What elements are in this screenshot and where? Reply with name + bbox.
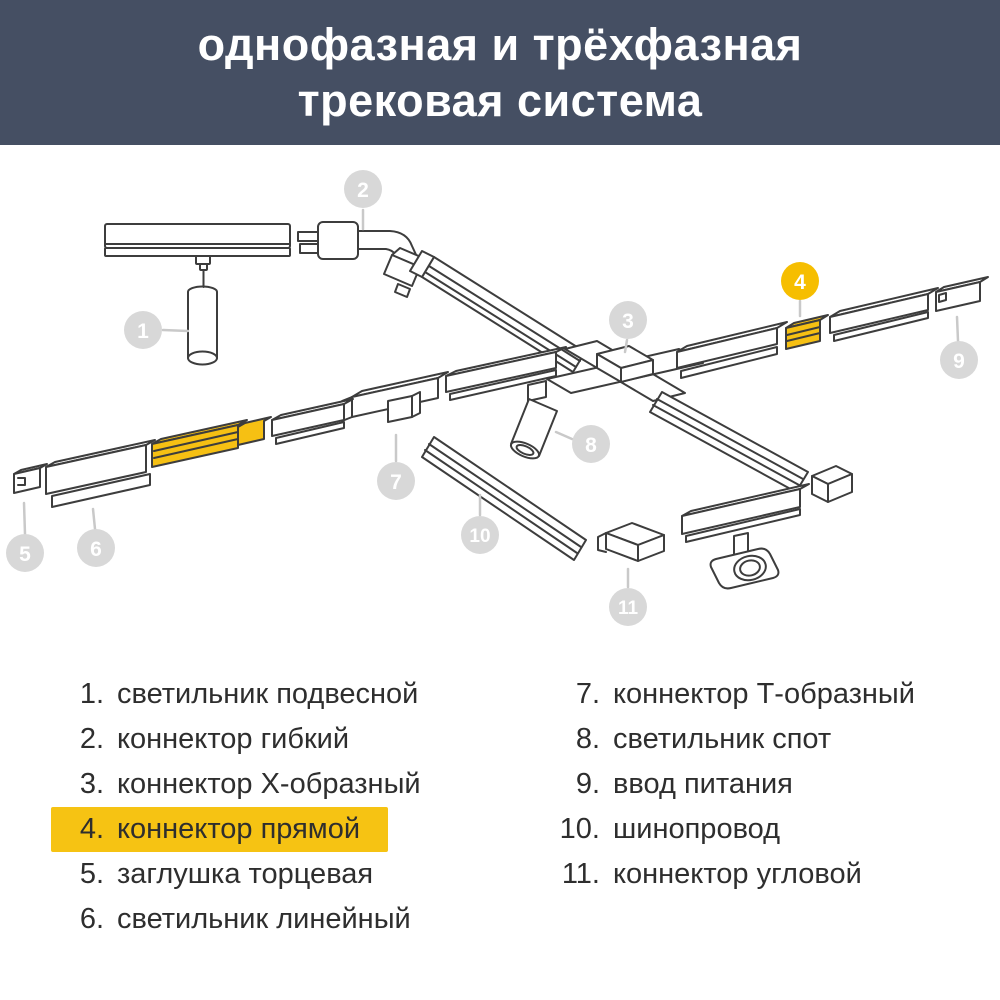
track-system-diagram (0, 145, 1000, 667)
legend-item-number: 1. (79, 678, 104, 710)
legend-item-11 (520, 852, 915, 897)
badge-7 (377, 462, 415, 500)
legend-item-label: шинопровод (613, 813, 781, 845)
svg-text:2: 2 (357, 179, 369, 202)
badge-1 (124, 311, 162, 349)
legend-item-label: коннектор угловой (613, 858, 862, 890)
power-feed-part (936, 277, 988, 311)
badge-4-highlighted (781, 262, 819, 300)
track-segment (650, 392, 808, 492)
badge-10 (461, 516, 499, 554)
badge-11 (609, 588, 647, 626)
legend-item-6 (58, 897, 421, 942)
legend-column-right (520, 672, 915, 897)
legend-item-label: светильник линейный (117, 903, 411, 935)
svg-text:8: 8 (585, 434, 597, 457)
corner-connector-part (598, 523, 664, 561)
track-segment (830, 288, 938, 341)
legend-column-left (58, 672, 421, 942)
legend-item-label: светильник подвесной (117, 678, 419, 710)
legend-item-label: коннектор гибкий (117, 723, 350, 755)
square-spot-light-part (711, 533, 779, 588)
badge-9 (940, 341, 978, 379)
legend-item-label: светильник спот (613, 723, 832, 755)
svg-text:6: 6 (90, 538, 102, 561)
legend-item-label: коннектор Х-образный (117, 768, 421, 800)
legend-item-number: 10. (559, 813, 600, 845)
legend-item-number: 5. (79, 858, 104, 890)
svg-text:11: 11 (617, 598, 639, 619)
svg-text:7: 7 (390, 471, 402, 494)
legend-item-label: коннектор прямой (117, 813, 361, 845)
badge-2 (344, 170, 382, 208)
legend-item-label: ввод питания (613, 768, 793, 800)
legend-item-5 (58, 852, 421, 897)
svg-text:1: 1 (137, 320, 149, 343)
badge-8 (572, 425, 610, 463)
t-connector-part (342, 372, 448, 422)
badge-6 (77, 529, 115, 567)
legend-item-number: 6. (79, 903, 104, 935)
legend-item-2 (58, 717, 421, 762)
track-segment (272, 399, 353, 444)
legend-item-number: 7. (575, 678, 600, 710)
diagram-line-art (0, 145, 1000, 667)
svg-text:10: 10 (469, 526, 491, 547)
track-segment (422, 437, 586, 560)
legend-item-number: 2. (79, 723, 104, 755)
corner-connector-part (812, 466, 852, 502)
legend-item-10 (520, 807, 915, 852)
badge-5 (6, 534, 44, 572)
legend-item-number: 4. (79, 813, 104, 845)
straight-connector-part-highlighted (152, 417, 271, 467)
track-segment (677, 322, 787, 378)
flexible-connector-part (298, 222, 428, 297)
legend-item-4-highlighted (51, 807, 388, 852)
svg-text:3: 3 (622, 310, 634, 333)
legend-item-1 (58, 672, 421, 717)
svg-text:4: 4 (794, 271, 806, 294)
track-segment (446, 347, 566, 400)
page-header (0, 0, 1000, 145)
svg-text:5: 5 (19, 543, 31, 566)
parts-legend (0, 667, 1000, 957)
legend-item-label: заглушка торцевая (117, 858, 374, 890)
legend-item-number: 8. (575, 723, 600, 755)
linear-light-part (46, 440, 155, 507)
badge-3 (609, 301, 647, 339)
legend-item-number: 3. (79, 768, 104, 800)
straight-connector-part-highlighted (786, 315, 828, 349)
legend-item-9 (520, 762, 915, 807)
page-title-line1: однофазная и трёхфазная (197, 18, 803, 70)
legend-item-3 (58, 762, 421, 807)
track-segment (410, 251, 585, 372)
legend-item-number: 11. (561, 858, 600, 890)
legend-item-number: 9. (575, 768, 600, 800)
legend-item-8 (520, 717, 915, 762)
legend-item-7 (520, 672, 915, 717)
spot-light-part (509, 381, 557, 462)
page-title-line2: трековая система (297, 74, 703, 126)
end-cap-part (14, 464, 47, 493)
svg-text:9: 9 (953, 350, 965, 373)
legend-item-label: коннектор Т-образный (613, 678, 915, 710)
